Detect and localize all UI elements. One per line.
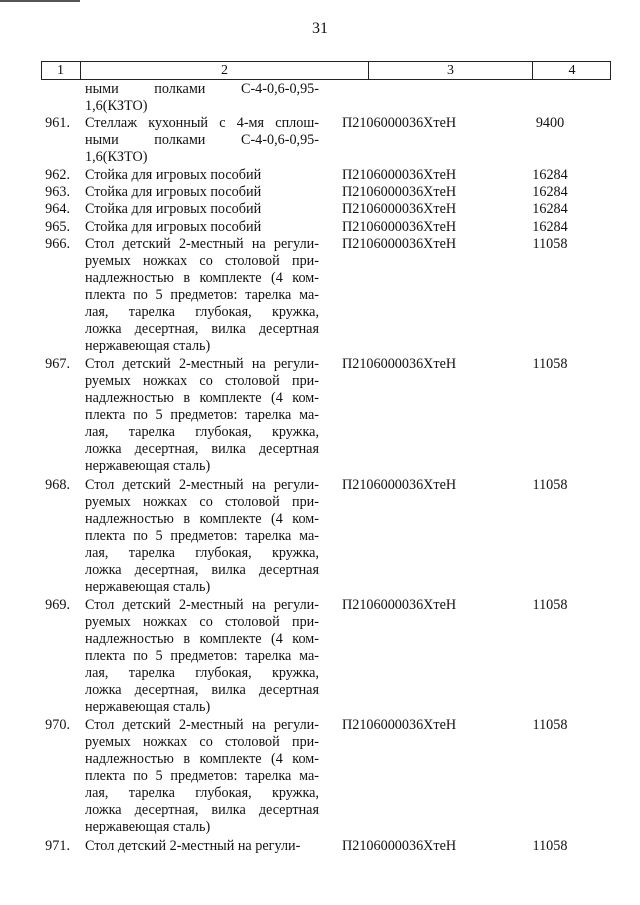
item-name-line: 1,6(КЗТО)	[85, 149, 148, 166]
item-name-line: ложка десертная, вилка десертная	[85, 682, 319, 698]
item-name-line: ными полками С-4-0,6-0,95-	[85, 132, 319, 149]
item-name-line: ложка десертная, вилка десертная	[85, 441, 319, 458]
item-name-line: нержавеющая сталь)	[85, 578, 211, 595]
item-name-line: надлежностью в комплекте (4 ком-	[85, 631, 319, 647]
item-code: П2106000036ХтеН	[342, 837, 457, 854]
item-name-line: лая, тарелка глубокая, кружка,	[85, 665, 319, 681]
item-code: П2106000036ХтеН	[342, 356, 457, 373]
row-number: 968.	[45, 476, 70, 493]
item-name-line: лая, тарелка глубокая, кружка,	[85, 303, 319, 320]
row-number: 965.	[45, 218, 70, 235]
header-col-1: 1	[57, 63, 64, 78]
item-name-line: плекта по 5 предметов: тарелка ма-	[85, 527, 319, 544]
item-code: П2106000036ХтеН	[342, 476, 457, 493]
row-number: 966.	[45, 235, 70, 252]
item-price: 11058	[532, 597, 568, 613]
item-name-line: надлежностью в комплекте (4 ком-	[85, 510, 319, 527]
row-number: 961.	[45, 115, 70, 132]
item-name	[85, 236, 319, 355]
item-name-line: Стойка для игровых пособий	[85, 184, 262, 201]
item-name	[85, 219, 319, 236]
item-name-line: лая, тарелка глубокая, кружка,	[85, 544, 319, 561]
page-number: 31	[312, 20, 328, 37]
item-price: 16284	[532, 201, 568, 218]
item-code: П2106000036ХтеН	[342, 717, 457, 734]
item-price: 11058	[532, 476, 568, 493]
item-name-line: нержавеющая сталь)	[85, 819, 211, 836]
item-code: П2106000036ХтеН	[342, 115, 457, 132]
item-name-line: Стол детский 2-местный на регули-	[85, 837, 301, 854]
item-code: П2106000036ХтеН	[342, 597, 457, 613]
item-name	[85, 201, 319, 218]
item-name-line: руемых ножках со столовой при-	[85, 252, 319, 269]
item-name-line: надлежностью в комплекте (4 ком-	[85, 751, 319, 768]
item-name-line: ложка десертная, вилка десертная	[85, 802, 319, 819]
item-name-line: Стол детский 2-местный на регули-	[85, 717, 319, 734]
row-number: 969.	[45, 597, 70, 613]
item-name-line: Стеллаж кухонный с 4-мя сплош-	[85, 115, 319, 132]
item-code: П2106000036ХтеН	[342, 218, 457, 235]
item-name-line: плекта по 5 предметов: тарелка ма-	[85, 768, 319, 785]
table-header	[41, 61, 611, 80]
item-name-line: плекта по 5 предметов: тарелка ма-	[85, 286, 319, 303]
item-name-line: Стойка для игровых пособий	[85, 201, 262, 218]
header-col-3: 3	[447, 63, 454, 78]
item-name-line: плекта по 5 предметов: тарелка ма-	[85, 407, 319, 424]
item-name-line: руемых ножках со столовой при-	[85, 493, 319, 510]
item-code: П2106000036ХтеН	[342, 184, 457, 201]
item-name-line: 1,6(КЗТО)	[85, 98, 148, 114]
header-col-2: 2	[221, 63, 228, 78]
item-name-line: Стол детский 2-местный на регули-	[85, 356, 319, 373]
header-col-4: 4	[568, 63, 576, 78]
item-name	[85, 597, 319, 716]
row-number: 970.	[45, 717, 70, 734]
item-name	[85, 717, 319, 836]
item-name-line: нержавеющая сталь)	[85, 699, 211, 715]
item-name-line: руемых ножках со столовой при-	[85, 373, 319, 390]
item-price: 16284	[532, 218, 568, 235]
item-name	[85, 356, 319, 475]
item-name-line: нержавеющая сталь)	[85, 337, 211, 354]
item-price: 11058	[532, 837, 568, 854]
item-name	[85, 167, 319, 184]
item-name-line: Стойка для игровых пособий	[85, 167, 262, 183]
item-name-line: плекта по 5 предметов: тарелка ма-	[85, 648, 319, 664]
row-number: 962.	[45, 167, 70, 183]
item-name	[85, 838, 319, 855]
item-price: 11058	[532, 717, 568, 734]
item-name-line: ными полками С-4-0,6-0,95-	[85, 81, 319, 97]
item-price: 11058	[532, 235, 568, 252]
item-price: 9400	[535, 115, 565, 132]
item-name-line: Стол детский 2-местный на регули-	[85, 597, 319, 613]
item-name-line: лая, тарелка глубокая, кружка,	[85, 424, 319, 441]
item-price: 16284	[532, 184, 568, 201]
item-name-line: Стойка для игровых пособий	[85, 218, 262, 235]
item-name	[85, 477, 319, 596]
item-code: П2106000036ХтеН	[342, 167, 457, 183]
item-name-line: ложка десертная, вилка десертная	[85, 561, 319, 578]
item-code: П2106000036ХтеН	[342, 235, 457, 252]
row-number: 967.	[45, 356, 70, 373]
item-name	[85, 115, 319, 166]
page-top-mark	[0, 0, 80, 2]
item-name-line: Стол детский 2-местный на регули-	[85, 476, 319, 493]
item-name	[85, 184, 319, 201]
item-name-line: лая, тарелка глубокая, кружка,	[85, 785, 319, 802]
header-border-right	[610, 62, 611, 79]
row-number: 971.	[45, 837, 70, 854]
row-number: 964.	[45, 201, 70, 218]
item-price: 11058	[532, 356, 568, 373]
item-name-line: Стол детский 2-местный на регули-	[85, 235, 319, 252]
item-name-line: руемых ножках со столовой при-	[85, 734, 319, 751]
item-name-line: руемых ножках со столовой при-	[85, 614, 319, 630]
row-number: 963.	[45, 184, 70, 201]
item-code: П2106000036ХтеН	[342, 201, 457, 218]
item-name-line: надлежностью в комплекте (4 ком-	[85, 390, 319, 407]
item-name-line: ложка десертная, вилка десертная	[85, 320, 319, 337]
item-name	[85, 81, 319, 115]
item-price: 16284	[532, 167, 568, 183]
item-name-line: надлежностью в комплекте (4 ком-	[85, 269, 319, 286]
item-name-line: нержавеющая сталь)	[85, 458, 211, 475]
